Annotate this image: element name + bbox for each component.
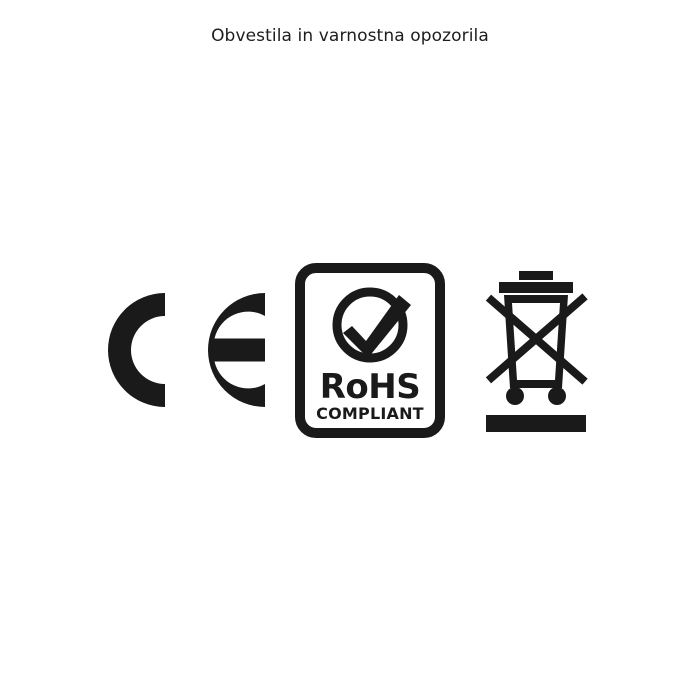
rohs-compliant-icon bbox=[295, 263, 445, 438]
compliance-marks-row bbox=[0, 255, 700, 445]
svg-text:COMPLIANT: COMPLIANT bbox=[316, 403, 424, 423]
svg-text:RoHS: RoHS bbox=[319, 366, 421, 407]
weee-crossed-out-wheelie-bin-icon bbox=[471, 263, 601, 438]
ce-marking-icon bbox=[99, 275, 269, 425]
page-title: Obvestila in varnostna opozorila bbox=[211, 26, 489, 46]
weee-mark bbox=[471, 263, 601, 438]
ce-mark bbox=[99, 275, 269, 425]
rohs-mark bbox=[295, 263, 445, 438]
